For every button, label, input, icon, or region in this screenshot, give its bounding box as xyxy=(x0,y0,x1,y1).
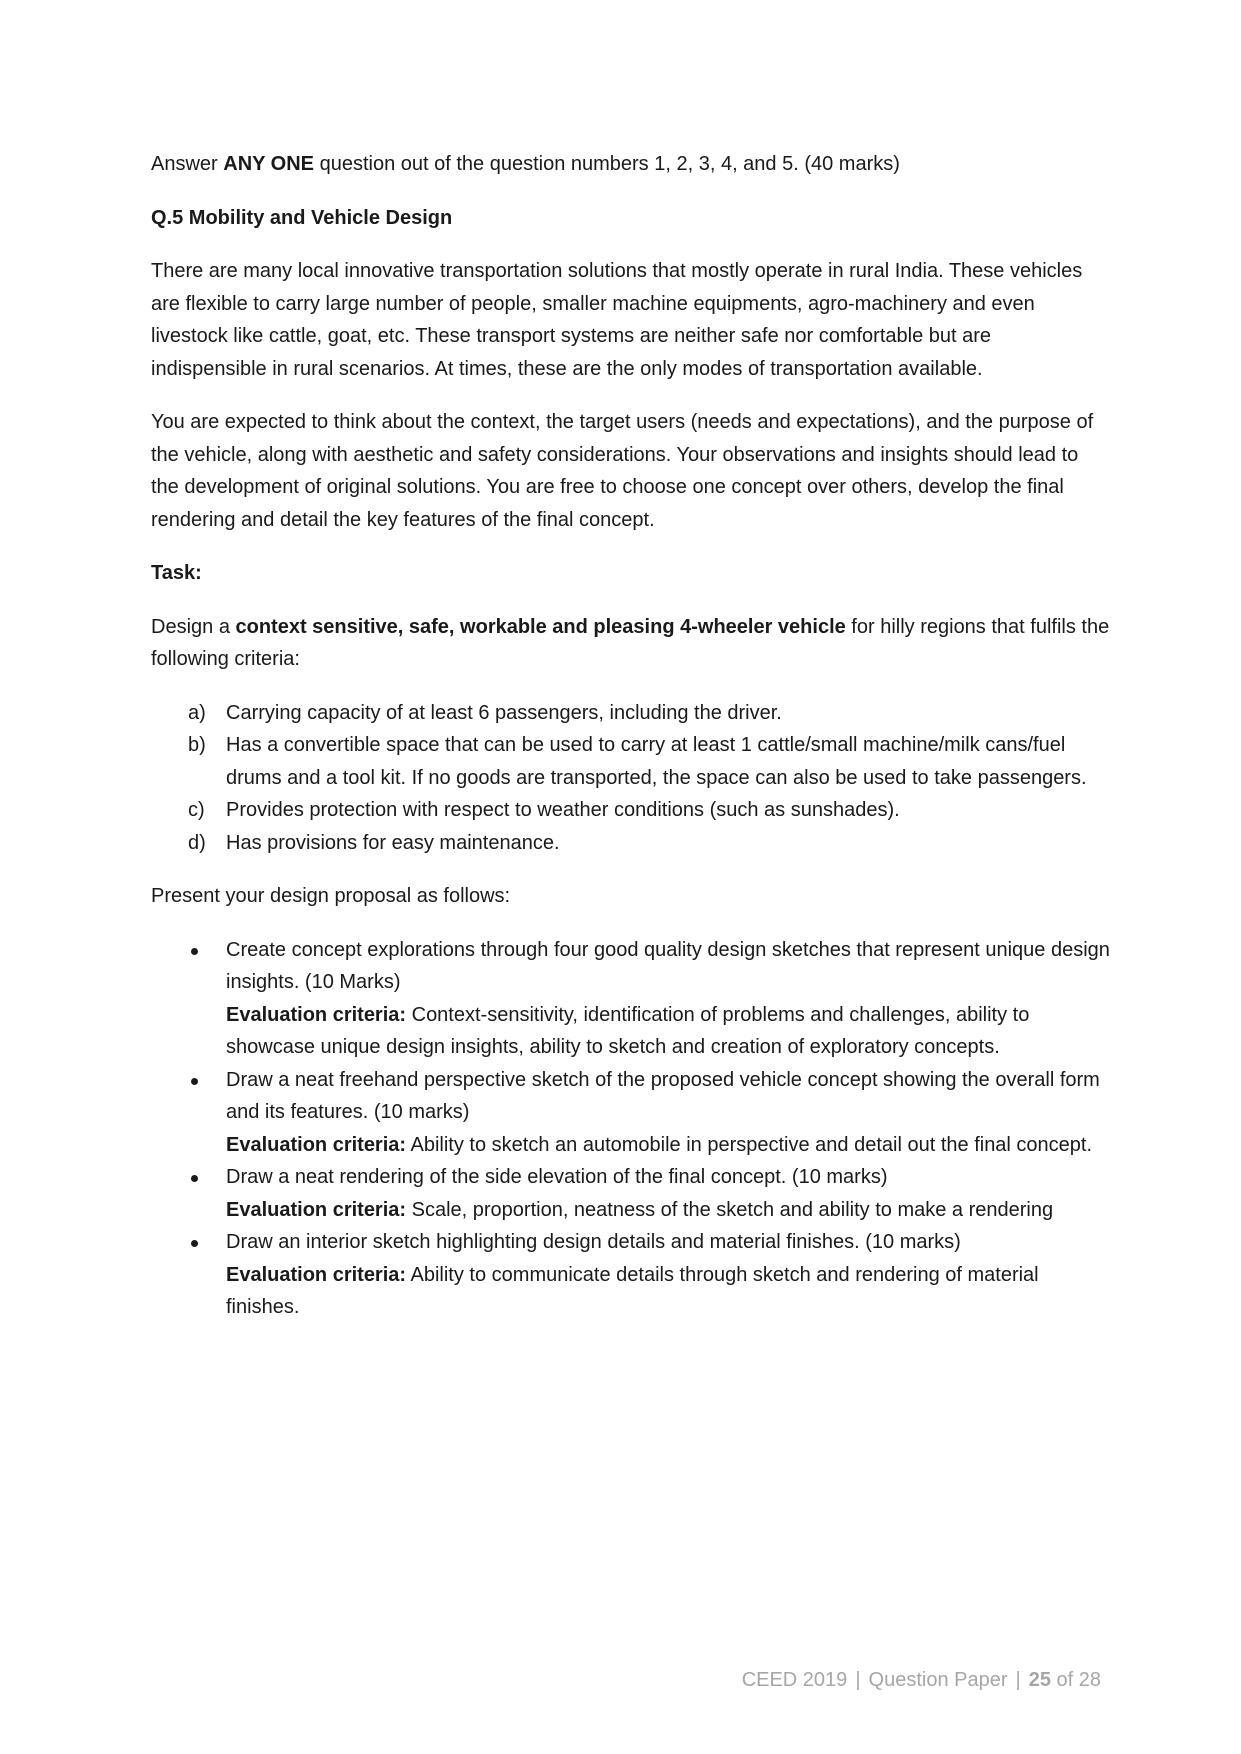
evaluation-label: Evaluation criteria: xyxy=(226,1133,407,1156)
criteria-list xyxy=(151,697,1111,860)
task-heading: Task: xyxy=(151,562,202,584)
criteria-marker: c) xyxy=(188,799,205,821)
question-title: Q.5 Mobility and Vehicle Design xyxy=(151,206,453,229)
presentation-instruction: Present your design proposal as follows: xyxy=(151,885,511,907)
page-footer xyxy=(742,1666,1101,1694)
footer-page-total: of 28 xyxy=(1050,1669,1101,1691)
bullet-icon xyxy=(191,948,198,955)
criteria-marker: d) xyxy=(188,831,206,854)
footer-exam: CEED 2019 xyxy=(741,1669,848,1691)
footer-doc-type: Question Paper xyxy=(868,1669,1008,1691)
criteria-item: b) Has a convertible space that can be used to carry at least 1 cattle/small machine/milk cans/fuel drums and a tool kit. If no goods are transported, the space can also be used to take passengers. xyxy=(151,729,1111,794)
criteria-item: d) Has provisions for easy maintenance. xyxy=(151,827,1111,860)
deliverable-item: Draw an interior sketch highlighting design details and material finishes. (10 marks) Evaluation criteria: Ability to communicate details through sketch and rendering of material finishes. xyxy=(151,1226,1111,1324)
footer-separator: | xyxy=(1015,1669,1021,1691)
question-page xyxy=(151,148,1111,1324)
design-brief: Design a context sensitive, safe, workable and pleasing 4-wheeler vehicle for hilly regions that fulfils the following criteria: xyxy=(151,615,1110,670)
criteria-marker: b) xyxy=(188,734,206,756)
evaluation-label: Evaluation criteria: xyxy=(226,1263,407,1286)
context-paragraph: There are many local innovative transportation solutions that mostly operate in rural India. These vehicles are flexible to carry large number of people, smaller machine equipments, agro-machinery and even livestock like cattle, goat, etc. These transport systems are neither safe nor comfortable but are indispensible in rural scenarios. At times, these are the only modes of transportation available. xyxy=(151,260,1083,380)
design-brief-emphasis: context sensitive, safe, workable and pleasing 4-wheeler vehicle xyxy=(235,615,846,638)
criteria-item: a) Carrying capacity of at least 6 passengers, including the driver. xyxy=(151,697,1111,730)
bullet-icon xyxy=(191,1078,198,1085)
deliverables-list xyxy=(151,934,1111,1324)
evaluation-label: Evaluation criteria: xyxy=(226,1003,407,1026)
footer-page-current: 25 xyxy=(1028,1669,1051,1691)
criteria-item: c) Provides protection with respect to weather conditions (such as sunshades). xyxy=(151,794,1111,827)
evaluation-label: Evaluation criteria: xyxy=(226,1198,407,1221)
deliverable-item: Create concept explorations through four good quality design sketches that represent unique design insights. (10 Marks) Evaluation criteria: Context-sensitivity, identification of problems and challenges, ability to showcase unique design insights, ability to sketch and creation of exploratory concepts. xyxy=(151,934,1111,1064)
bullet-icon xyxy=(191,1175,198,1182)
criteria-marker: a) xyxy=(188,701,206,724)
expectation-paragraph: You are expected to think about the context, the target users (needs and expectations), and the purpose of the vehicle, along with aesthetic and safety considerations. Your observations and insights should lead to the development of original solutions. You are free to choose one concept over others, develop the final rendering and detail the key features of the final concept. xyxy=(151,411,1094,531)
bullet-icon xyxy=(191,1240,198,1247)
footer-separator: | xyxy=(855,1669,861,1691)
instruction-emphasis: ANY ONE xyxy=(223,153,315,175)
instruction-line: Answer ANY ONE question out of the question numbers 1, 2, 3, 4, and 5. (40 marks) xyxy=(151,153,900,175)
deliverable-item: Draw a neat freehand perspective sketch of the proposed vehicle concept showing the overall form and its features. (10 marks) Evaluation criteria: Ability to sketch an automobile in perspective and detail out the final concept. xyxy=(151,1064,1111,1162)
deliverable-item: Draw a neat rendering of the side elevation of the final concept. (10 marks) Evaluation criteria: Scale, proportion, neatness of the sketch and ability to make a rendering xyxy=(151,1161,1111,1226)
